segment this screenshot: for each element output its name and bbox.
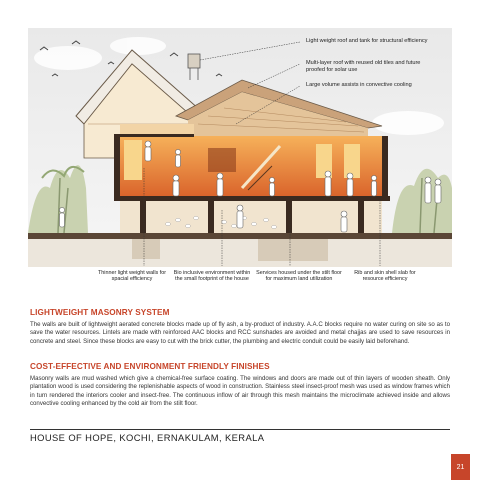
caption-services-stilt: Services housed under the stilt floor for maximum land utilization (256, 270, 342, 283)
footer-divider (30, 429, 450, 430)
caption-rib-skin-slab: Rib and skin shell slab for resource efficiency (354, 270, 416, 283)
section-body-finishes: Masonry walls are mud washed which give a chemical-free surface coating. The windows and doors are made out of thin layers of wooden sheath. Only plantation wood is used considering the replenishable aspects of wood in construction. Stainless steel insect-proof mesh was used as window frames which in turn rendered the interiors cooler and insect-free. The continuous inflow of air through this mesh maintains the microclimate achieved inside and allows convective cooling enhanced by the cold air from the stilt floor. (30, 375, 450, 408)
ground (28, 233, 452, 267)
page-number-badge: 21 (451, 454, 470, 480)
caption-thinner-walls: Thinner light weight walls for spacial efficiency (98, 270, 167, 283)
callout-multi-layer-roof: Multi-layer roof with reused old tiles and future proofed for solar use (306, 60, 421, 73)
section-heading-finishes: COST-EFFECTIVE AND ENVIRONMENT FRIENDLY FINISHES (30, 362, 270, 371)
caption-bio-inclusive: Bio inclusive environment within the small footprint of the house (173, 270, 251, 283)
callout-large-volume: Large volume assists in convective cooling (306, 82, 412, 88)
section-body-masonry: The walls are built of lightweight aerated concrete blocks made up of fly ash, a by-product of industry. A.A.C blocks require no water curing on site so as to save the water resources. Lintels are made with reinforced AAC blocks and RCC sunshades are avoided and metal chajjas are used to save resources in concrete and steel. Since these blocks are easy to cut with the brick cutter, the plumbing and electric conduit could be easily laid beforehand. (30, 321, 450, 345)
callout-light-roof: Light weight roof and tank for structural efficiency (306, 38, 428, 44)
section-heading-masonry: LIGHTWEIGHT MASONRY SYSTEM (30, 308, 170, 317)
upper-floor-interior (120, 136, 382, 198)
footer-project-title: HOUSE OF HOPE, KOCHI, ERNAKULAM, KERALA (30, 432, 265, 443)
